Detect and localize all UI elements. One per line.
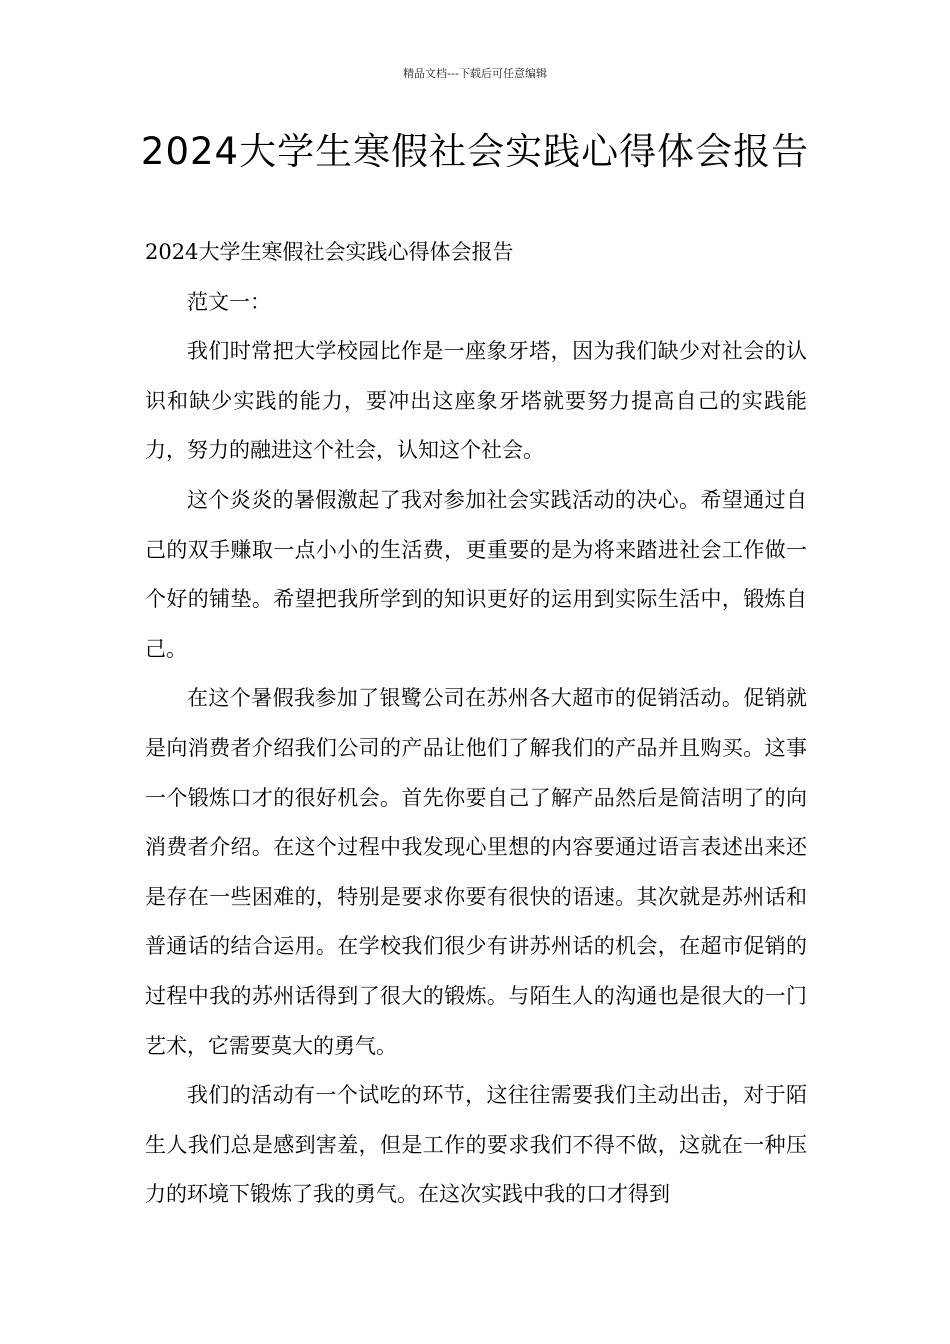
document-subtitle: 2024大学生寒假社会实践心得体会报告 xyxy=(145,240,514,264)
document-title: 2024大学生寒假社会实践心得体会报告 xyxy=(140,130,810,173)
paragraph-2: 这个炎炎的暑假激起了我对参加社会实践活动的决心。希望通过自己的双手赚取一点小小的生活费，更重要的是为将来踏进社会工作做一个好的铺垫。希望把我所学到的知识更好的运用到实际生活中，锻炼自己。 xyxy=(145,487,807,661)
document-body xyxy=(145,228,807,1220)
paragraph-4: 我们的活动有一个试吃的环节，这往往需要我们主动出击，对于陌生人我们总是感到害羞，但是工作的要求我们不得不做，这就在一种压力的环境下锻炼了我的勇气。在这次实践中我的口才得到 xyxy=(145,1083,807,1207)
paragraph-3: 在这个暑假我参加了银鹭公司在苏州各大超市的促销活动。促销就是向消费者介绍我们公司的产品让他们了解我们的产品并且购买。这事一个锻炼口才的很好机会。首先你要自己了解产品然后是简洁明了的向消费者介绍。在这个过程中我发现心里想的内容要通过语言表述出来还是存在一些困难的，特别是要求你要有很快的语速。其次就是苏州话和普通话的结合运用。在学校我们很少有讲苏州话的机会，在超市促销的过程中我的苏州话得到了很大的锻炼。与陌生人的沟通也是很大的一门艺术，它需要莫大的勇气。 xyxy=(145,686,807,1058)
paragraph-1: 我们时常把大学校园比作是一座象牙塔，因为我们缺少对社会的认识和缺少实践的能力，要冲出这座象牙塔就要努力提高自己的实践能力，努力的融进这个社会，认知这个社会。 xyxy=(145,339,807,463)
section-label: 范文一： xyxy=(187,289,271,314)
header-note: 精品文档---下载后可任意编辑 xyxy=(403,67,547,80)
